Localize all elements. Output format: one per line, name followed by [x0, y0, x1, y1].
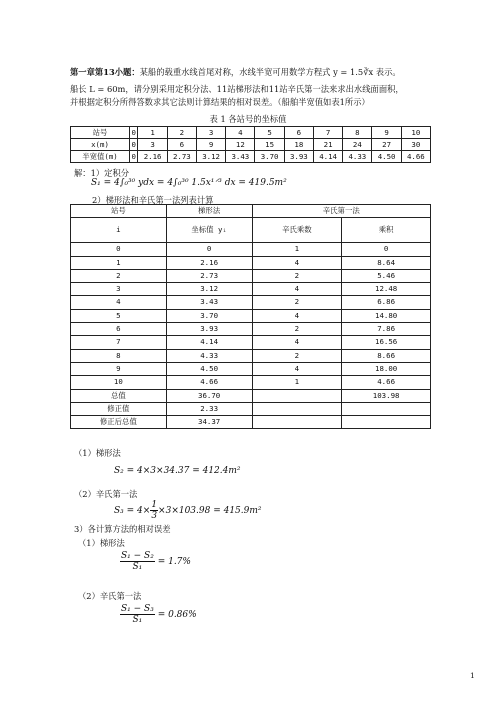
problem-heading: 第一章第13小题： [70, 67, 140, 77]
coord-cell: 2.73 [166, 269, 252, 282]
err-trap-label: （1）梯形法 [78, 538, 125, 548]
table-row [71, 256, 431, 269]
table1-cell: 2.16 [138, 151, 167, 163]
table1-cell: 21 [313, 139, 342, 151]
solution-part1: 解：1）定积分 [74, 168, 130, 178]
multiplier-cell: 2 [252, 269, 342, 282]
product-cell: 103.98 [342, 389, 431, 402]
simpson-eq-pre: S₃ = 4× [114, 506, 151, 516]
station-cell: 9 [71, 362, 167, 375]
multiplier-cell: 1 [252, 376, 342, 389]
table-row [71, 376, 431, 389]
station-cell: 8 [71, 349, 167, 362]
calculation-table [70, 204, 431, 429]
product-cell: 5.46 [342, 269, 431, 282]
product-cell [342, 416, 431, 429]
simpson-label: （2）辛氏第一法 [74, 489, 138, 499]
table1-cell: 6 [284, 127, 313, 139]
table1-cell: 15 [255, 139, 284, 151]
problem-line-3: 并根据定积分所得答数求其它法则计算结果的相对误差。（船舶半宽值如表1所示） [70, 97, 370, 107]
integral-equation: S₁ = 4∫₀³⁰ ydx = 4∫₀³⁰ 1.5x¹ᐟ³ dx = 419.5m² [91, 178, 287, 188]
solution-part2-text: 2）梯形法和辛氏第一法列表计算 [92, 195, 214, 205]
col-trap-header: 梯形法 [166, 205, 252, 218]
trap-equation: S₂ = 4×3×34.37 = 412.4m² [114, 466, 241, 476]
product-cell [342, 402, 431, 415]
coord-cell: 34.37 [166, 416, 252, 429]
coord-cell: 3.70 [166, 309, 252, 322]
coord-cell: 36.70 [166, 389, 252, 402]
table1-cell: 27 [372, 139, 401, 151]
product-cell: 8.64 [342, 256, 431, 269]
table1-cell: 8 [343, 127, 372, 139]
multiplier-cell: 4 [252, 256, 342, 269]
table1-cell: 12 [226, 139, 255, 151]
problem-line-1-text: 某船的载重水线首尾对称，水线半宽可用数学方程式 y = 1.5∛x 表示。 [139, 67, 401, 77]
table1-cell: 4.33 [343, 151, 372, 163]
err-simp-label: （2）辛氏第一法 [78, 591, 142, 601]
err-simp-equation [120, 604, 197, 625]
station-cell: 6 [71, 323, 167, 336]
coord-cell: 3.43 [166, 296, 252, 309]
table1-cell: 4.50 [372, 151, 401, 163]
table1-cell: 4.14 [313, 151, 342, 163]
table1-cell: 9 [196, 139, 225, 151]
coord-cell: 4.66 [166, 376, 252, 389]
coord-cell: 3.93 [166, 323, 252, 336]
multiplier-cell: 4 [252, 309, 342, 322]
multiplier-cell [252, 416, 342, 429]
station-cell: 2 [71, 269, 167, 282]
table-row [71, 336, 431, 349]
table1-row [71, 139, 431, 151]
table-row [71, 243, 431, 256]
table1-row-label: x(m) [71, 139, 130, 151]
product-cell: 0 [342, 243, 431, 256]
product-cell: 18.00 [342, 362, 431, 375]
col-i-header: i [71, 218, 167, 243]
col-product-header: 乘积 [342, 218, 431, 243]
trap-label: （1）梯形法 [74, 448, 121, 458]
table-row [71, 283, 431, 296]
err-simp-value: = 0.86% [157, 610, 197, 620]
frac-num: 1 [151, 500, 158, 510]
product-cell: 14.80 [342, 309, 431, 322]
table1-cell: 7 [313, 127, 342, 139]
table1-cell: 0 [130, 127, 138, 139]
table1-cell: 30 [401, 139, 430, 151]
table1-cell: 0 [130, 151, 138, 163]
multiplier-cell: 2 [252, 296, 342, 309]
table1-caption: 表 1 各站号的坐标值 [209, 114, 287, 124]
err-trap-num: S₁ − S₂ [121, 551, 154, 561]
station-cell: 总值 [71, 389, 167, 402]
product-cell: 12.48 [342, 283, 431, 296]
multiplier-cell: 4 [252, 283, 342, 296]
col-coord-header: 坐标值 yᵢ [166, 218, 252, 243]
col-mult-header: 辛氏乘数 [252, 218, 342, 243]
product-cell: 7.86 [342, 323, 431, 336]
station-cell: 10 [71, 376, 167, 389]
table-row [71, 309, 431, 322]
err-trap-fraction [120, 551, 155, 572]
table1-cell: 24 [343, 139, 372, 151]
col-simpson-header: 辛氏第一法 [252, 205, 430, 218]
one-third-fraction [150, 500, 158, 521]
table1-row-label: 站号 [71, 127, 130, 139]
coord-cell: 4.50 [166, 362, 252, 375]
corrected-total-row [71, 416, 431, 429]
product-cell: 8.66 [342, 349, 431, 362]
table1-cell: 18 [284, 139, 313, 151]
page-number: 1 [470, 671, 475, 680]
coord-cell: 3.12 [166, 283, 252, 296]
multiplier-cell [252, 389, 342, 402]
part3-heading: 3）各计算方法的相对误差 [74, 524, 171, 534]
table-row [71, 323, 431, 336]
col-station-header: 站号 [71, 205, 167, 218]
coord-cell: 4.33 [166, 349, 252, 362]
station-cell: 3 [71, 283, 167, 296]
table1-cell: 4 [226, 127, 255, 139]
frac-den: 3 [151, 511, 158, 521]
station-cell: 修正值 [71, 402, 167, 415]
err-simp-fraction [120, 604, 155, 625]
table1-cell: 6 [167, 139, 196, 151]
simpson-equation [114, 500, 262, 521]
multiplier-cell: 2 [252, 349, 342, 362]
station-cell: 1 [71, 256, 167, 269]
multiplier-cell [252, 402, 342, 415]
table-row [71, 296, 431, 309]
product-cell: 6.86 [342, 296, 431, 309]
table1-row-label: 半宽值(m) [71, 151, 130, 163]
table1-cell: 3.43 [226, 151, 255, 163]
multiplier-cell: 4 [252, 362, 342, 375]
coordinate-table [70, 126, 431, 163]
simpson-eq-post: ×3×103.98 = 415.9m² [158, 506, 262, 516]
station-cell: 修正后总值 [71, 416, 167, 429]
err-simp-num: S₁ − S₃ [121, 604, 154, 614]
table1-cell: 3.93 [284, 151, 313, 163]
coord-cell: 0 [166, 243, 252, 256]
product-cell: 16.56 [342, 336, 431, 349]
table1-cell: 1 [138, 127, 167, 139]
err-trap-equation [120, 551, 191, 572]
station-cell: 0 [71, 243, 167, 256]
table1-cell: 3.12 [196, 151, 225, 163]
problem-line-1 [70, 66, 440, 79]
problem-line-2: 船长 L = 60m，请分别采用定积分法、11站梯形法和11站辛氏第一法来求出水线面面积， [70, 84, 404, 94]
table1-cell: 4.66 [401, 151, 430, 163]
table1-cell: 2.73 [167, 151, 196, 163]
table1-cell: 0 [130, 139, 138, 151]
err-trap-value: = 1.7% [157, 557, 191, 567]
coord-cell: 2.16 [166, 256, 252, 269]
err-trap-den: S₁ [132, 562, 143, 572]
station-cell: 7 [71, 336, 167, 349]
multiplier-cell: 2 [252, 323, 342, 336]
correction-row [71, 402, 431, 415]
multiplier-cell: 4 [252, 336, 342, 349]
product-cell: 4.66 [342, 376, 431, 389]
table1-row [71, 151, 431, 163]
err-simp-den: S₁ [132, 615, 143, 625]
table1-cell: 2 [167, 127, 196, 139]
table1-cell: 5 [255, 127, 284, 139]
table1-row [71, 127, 431, 139]
table-row [71, 362, 431, 375]
multiplier-cell: 1 [252, 243, 342, 256]
table-row [71, 349, 431, 362]
coord-cell: 4.14 [166, 336, 252, 349]
station-cell: 4 [71, 296, 167, 309]
total-row [71, 389, 431, 402]
table1-cell: 3 [196, 127, 225, 139]
table-row [71, 269, 431, 282]
station-cell: 5 [71, 309, 167, 322]
table1-cell: 9 [372, 127, 401, 139]
table1-cell: 3 [138, 139, 167, 151]
table1-cell: 3.70 [255, 151, 284, 163]
coord-cell: 2.33 [166, 402, 252, 415]
table1-cell: 10 [401, 127, 430, 139]
